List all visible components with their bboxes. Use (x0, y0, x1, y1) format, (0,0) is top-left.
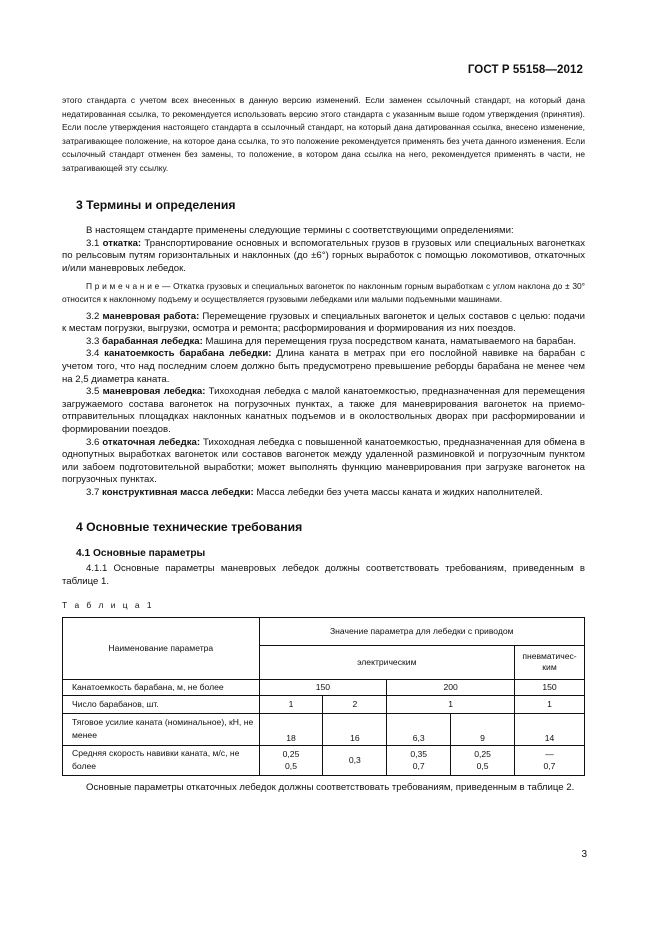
row-value: — 0,7 (515, 745, 585, 775)
row-value: 14 (515, 713, 585, 745)
standard-number: ГОСТ Р 55158—2012 (467, 64, 583, 76)
row-value: 150 (515, 679, 585, 695)
note-paragraph (62, 280, 585, 305)
row-value: 2 (323, 695, 387, 713)
term-number: 3.1 (86, 237, 100, 249)
term-text: Масса лебедки без учета массы каната и жидких наполнителей. (256, 486, 543, 498)
table-header-row (63, 617, 585, 645)
term-3-5 (62, 386, 585, 436)
section-4-title: 4 Основные технические требования (76, 520, 303, 535)
header-pneumatic: пневматичес- ким (515, 645, 585, 679)
row-value: 16 (323, 713, 387, 745)
term-3-2 (62, 311, 585, 336)
term-text: Тихоходная лебедка с малой канатоемкостью, предназначенная для перемещения загружаемого состава вагонеток на погрузочных пунктах, а также для маневрирования вагонеток на приемо-отправительных площадках наклонных канатных подъемов и в околоствольных дворах при расформировании и формировании поездов. (62, 386, 585, 435)
row-value: 1 (387, 695, 515, 713)
term-title: маневровая лебедка: (102, 386, 206, 398)
table-row (63, 745, 585, 775)
row-value: 0,3 (323, 745, 387, 775)
note-text: — Откатка грузовых и специальных вагонеток по наклонным горным выработкам с углом наклона до ± 30° относится к наклонному подъему и осуществляется грузовыми лебедками или малыми подъемными машинами. (62, 281, 585, 304)
term-3-7 (62, 487, 585, 500)
term-number: 3.3 (86, 335, 100, 347)
subsection-4-1-title: 4.1 Основные параметры (76, 548, 206, 560)
note-label: П р и м е ч а н и е (86, 281, 160, 292)
term-text: Тихоходная лебедка с повышенной канатоемкостью, предназначенная для обмена в однопутных выработках вагонеток или составов вагонеток между удаленной разминовкой и погрузочным пунктом или забоем подготовительной выработки; может выполнять функцию маневрирования при загрузке вагонеток на погрузочных пунктах. (62, 436, 585, 486)
term-number: 3.5 (86, 386, 100, 398)
row-name: Число барабанов, шт. (63, 695, 260, 713)
table-row (63, 695, 585, 713)
term-text: Транспортирование основных и вспомогательных грузов в грузовых или специальных вагонетках по рельсовым путям горизонтальных и наклонных (до ±6°) горных выработок с помощью локомотивов, откаточных и/или маневровых лебедок. (62, 237, 586, 274)
term-title: маневровая работа: (102, 310, 200, 322)
after-table-paragraph: Основные параметры откаточных лебедок должны соответствовать требованиям, приведенным в таблице 2. (86, 781, 575, 793)
row-name: Канатоемкость барабана, м, не более (63, 679, 260, 695)
term-title: откатка: (102, 237, 142, 249)
row-value: 9 (451, 713, 515, 745)
table-row (63, 713, 585, 745)
term-title: конструктивная масса лебедки: (102, 486, 254, 498)
row-value: 0,35 0,7 (387, 745, 451, 775)
term-3-3 (62, 336, 585, 349)
page-number: 3 (581, 849, 587, 860)
term-3-1 (62, 238, 585, 276)
header-parameter-name: Наименование параметра (63, 617, 260, 679)
term-text: Перемещение грузовых и специальных вагонеток и целых составов с целью: подачи к местам погрузки, выгрузки, осмотра и ремонта; расформирования и формирования из них поездов. (62, 310, 586, 335)
page-content (62, 94, 585, 794)
section-3-intro: В настоящем стандарте применены следующие термины с соответствующими определениями: (86, 225, 514, 236)
para-4-1-1: 4.1.1 Основные параметры маневровых лебедок должны соответствовать требованиям, приведенным в таблице 1. (62, 563, 585, 588)
header-electric: электрическим (259, 645, 514, 679)
term-text: Длина каната в метрах при его послойной навивке на барабан с учетом того, что над последним слоем должно быть предусмотрено превышение реборды барабана не менее чем на 2,5 диаметра каната. (62, 348, 585, 385)
table-caption: Т а б л и ц а 1 (62, 599, 155, 610)
term-number: 3.6 (86, 436, 100, 448)
term-title: барабанная лебедка: (102, 335, 203, 347)
table-row (63, 679, 585, 695)
parameters-table (62, 617, 585, 776)
row-value: 1 (259, 695, 323, 713)
row-value: 150 (259, 679, 387, 695)
intro-paragraph: этого стандарта с учетом всех внесенных в данную версию изменений. Если заменен ссылочный стандарт, на который дана недатированная ссылка, то рекомендуется использовать версию этого стандарта с указанным выше годом утверждения (принятия). Если после утверждения настоящего стандарта в ссылочный стандарт, на который дана датированная ссылка, внесено изменение, затрагивающее положение, на которое дана ссылка, то это положение рекомендуется применять без учета данного изменения. Если ссылочный стандарт отменен без замены, то положение, в котором дана ссылка на него, рекомендуется применять в части, не затрагивающей эту ссылку. (62, 95, 585, 173)
row-value: 200 (387, 679, 515, 695)
term-number: 3.2 (86, 310, 100, 322)
row-value: 0,25 0,5 (451, 745, 515, 775)
term-number: 3.7 (86, 486, 100, 498)
row-value: 1 (515, 695, 585, 713)
term-3-4 (62, 348, 585, 386)
term-3-6 (62, 437, 585, 487)
row-value: 6,3 (387, 713, 451, 745)
row-name: Средняя скорость навивки каната, м/с, не более (63, 745, 260, 775)
term-text: Машина для перемещения груза посредством каната, наматываемого на барабан. (205, 335, 576, 347)
section-3-title: 3 Термины и определения (76, 198, 236, 212)
row-value: 0,25 0,5 (259, 745, 323, 775)
row-value: 18 (259, 713, 323, 745)
term-title: канатоемкость барабана лебедки: (104, 348, 272, 360)
header-value: Значение параметра для лебедки с приводом (259, 617, 584, 645)
row-name: Тяговое усилие каната (номинальное), кН, не менее (63, 713, 260, 745)
term-title: откаточная лебедка: (102, 436, 201, 448)
term-number: 3.4 (86, 348, 100, 360)
